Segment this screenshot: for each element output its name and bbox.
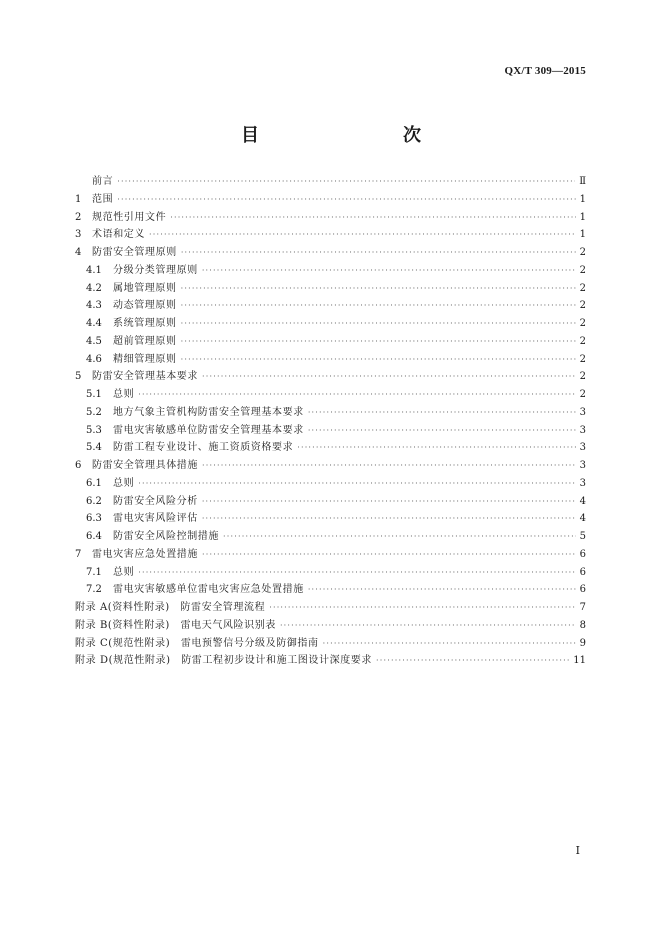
dot-leader [181, 280, 576, 298]
toc-title: 目 次 [241, 125, 457, 146]
toc-entry-page: 3 [579, 442, 586, 454]
toc-entry[interactable] [75, 564, 586, 582]
toc-entry[interactable] [75, 546, 586, 564]
toc-entry-title: 雷电灾害风险评估 [113, 513, 198, 525]
toc-entry[interactable] [75, 209, 586, 227]
toc-entry-number: 6.2 [86, 495, 102, 507]
dot-leader [280, 617, 576, 635]
toc-entry-page: 7 [579, 602, 586, 613]
toc-entry-page: 2 [579, 264, 586, 276]
toc-entry-number: 1 [75, 193, 82, 205]
toc-entry-title: 附录 A(资料性附录) 防雷安全管理流程 [75, 602, 266, 613]
toc-entry-title: 防雷安全管理原则 [92, 247, 177, 258]
toc-entry[interactable] [75, 528, 586, 546]
toc-entry-number: 4.5 [86, 335, 102, 347]
toc-entry-number: 5.1 [86, 389, 102, 400]
toc-entry-number: 4.2 [86, 282, 102, 294]
toc-entry[interactable] [75, 262, 586, 280]
toc-entry[interactable] [75, 226, 586, 244]
dot-leader [202, 546, 576, 564]
toc-entry-page: 2 [579, 247, 586, 258]
dot-leader [202, 262, 576, 280]
toc-entry[interactable] [75, 191, 586, 209]
toc-entry-page: 11 [573, 655, 586, 667]
toc-entry[interactable] [75, 652, 586, 670]
toc-entry-page: 2 [579, 282, 586, 294]
toc-entry-page: 1 [579, 193, 586, 205]
toc-entry-page: 4 [579, 513, 586, 525]
dot-leader [308, 422, 576, 440]
toc-entry[interactable] [75, 404, 586, 422]
toc-entry-page: 4 [579, 495, 586, 507]
toc-entry[interactable] [75, 173, 586, 191]
toc-entry[interactable] [75, 386, 586, 404]
toc-entry-title: 附录 B(资料性附录) 雷电天气风险识别表 [75, 619, 276, 631]
toc-entry-title: 超前管理原则 [113, 335, 177, 347]
toc-entry-page: 1 [579, 229, 586, 241]
toc-entry[interactable] [75, 581, 586, 599]
dot-leader [202, 457, 576, 475]
toc-entry-title: 防雷安全风险控制措施 [113, 531, 219, 542]
dot-leader [223, 528, 576, 546]
toc-entry-title: 前言 [92, 176, 114, 187]
dot-leader [202, 510, 576, 528]
toc-entry-title: 范围 [92, 193, 114, 205]
toc-entry-page: Ⅱ [579, 176, 586, 187]
dot-leader [297, 439, 575, 457]
toc-entry-title: 附录 C(规范性附录) 雷电预警信号分级及防御指南 [75, 637, 319, 649]
toc-entry-number: 3 [75, 229, 82, 241]
toc-entry[interactable] [75, 422, 586, 440]
dot-leader [308, 581, 576, 599]
toc-entry-page: 2 [579, 318, 586, 329]
toc-entry[interactable] [75, 475, 586, 493]
toc-entry-page: 6 [579, 548, 586, 560]
dot-leader [181, 244, 576, 262]
toc-entry-page: 2 [579, 353, 586, 365]
dot-leader [202, 368, 576, 386]
toc-entry[interactable] [75, 457, 586, 475]
toc-entry-title: 雷电灾害敏感单位防雷安全管理基本要求 [113, 424, 304, 436]
toc-entry[interactable] [75, 510, 586, 528]
toc-entry-number: 6 [75, 460, 82, 471]
dot-leader [181, 333, 576, 351]
toc-entry-number: 7.2 [86, 584, 102, 596]
toc-entry[interactable] [75, 244, 586, 262]
dot-leader [117, 173, 575, 191]
toc-entry-page: 6 [579, 584, 586, 596]
toc-entry-page: 2 [579, 300, 586, 312]
toc-entry-page: 5 [579, 531, 586, 542]
toc-entry-number: 6.3 [86, 513, 102, 525]
standard-code: QX/T 309—2015 [504, 65, 586, 77]
table-of-contents [75, 173, 586, 670]
toc-entry-number: 6.4 [86, 531, 102, 542]
toc-entry-title: 附录 D(规范性附录) 防雷工程初步设计和施工图设计深度要求 [75, 655, 372, 667]
toc-entry-page: 2 [579, 371, 586, 383]
toc-entry-title: 系统管理原则 [113, 318, 177, 329]
toc-entry-page: 1 [579, 211, 586, 223]
toc-entry[interactable] [75, 617, 586, 635]
dot-leader [269, 599, 575, 617]
toc-entry[interactable] [75, 315, 586, 333]
toc-entry-title: 防雷安全管理具体措施 [92, 460, 198, 471]
toc-entry-number: 5.3 [86, 424, 102, 436]
dot-leader [323, 635, 576, 653]
toc-entry-page: 8 [579, 619, 586, 631]
toc-entry-title: 动态管理原则 [113, 300, 177, 312]
toc-entry-title: 地方气象主管机构防雷安全管理基本要求 [113, 406, 304, 418]
toc-entry-number: 4.3 [86, 300, 102, 312]
toc-entry-title: 规范性引用文件 [92, 211, 167, 223]
dot-leader [181, 297, 576, 315]
dot-leader [202, 493, 576, 511]
toc-entry-number: 5 [75, 371, 82, 383]
toc-entry-page: 2 [579, 389, 586, 400]
dot-leader [181, 351, 576, 369]
toc-entry-number: 2 [75, 211, 82, 223]
toc-entry-number: 7.1 [86, 566, 102, 578]
dot-leader [138, 386, 575, 404]
toc-entry-title: 防雷安全管理基本要求 [92, 371, 198, 383]
toc-entry-page: 3 [579, 406, 586, 418]
dot-leader [376, 652, 569, 670]
toc-entry-number: 4.6 [86, 353, 102, 365]
toc-entry[interactable] [75, 493, 586, 511]
toc-entry-number: 4 [75, 247, 82, 258]
toc-entry-title: 总则 [113, 477, 135, 489]
toc-entry-title: 雷电灾害敏感单位雷电灾害应急处置措施 [113, 584, 304, 596]
toc-entry-title: 总则 [113, 389, 135, 400]
toc-entry-page: 3 [579, 424, 586, 436]
toc-entry-page: 2 [579, 335, 586, 347]
toc-entry-title: 总则 [113, 566, 135, 578]
toc-entry-title: 防雷安全风险分析 [113, 495, 198, 507]
dot-leader [308, 404, 576, 422]
dot-leader [181, 315, 576, 333]
toc-entry-number: 4.1 [86, 264, 102, 276]
toc-entry[interactable] [75, 297, 586, 315]
dot-leader [138, 475, 575, 493]
dot-leader [149, 226, 576, 244]
toc-entry-number: 7 [75, 548, 82, 560]
page-number: I [575, 844, 580, 857]
toc-entry-number: 4.4 [86, 318, 102, 329]
toc-entry-page: 3 [579, 477, 586, 489]
toc-entry-title: 分级分类管理原则 [113, 264, 198, 276]
toc-entry[interactable] [75, 635, 586, 653]
toc-entry-page: 3 [579, 460, 586, 471]
toc-entry[interactable] [75, 599, 586, 617]
dot-leader [117, 191, 575, 209]
toc-entry-title: 术语和定义 [92, 229, 145, 241]
dot-leader [138, 564, 575, 582]
toc-entry-page: 9 [579, 637, 586, 649]
toc-entry-number: 6.1 [86, 477, 102, 489]
toc-entry-title: 防雷工程专业设计、施工资质资格要求 [113, 442, 294, 454]
toc-entry-number: 5.4 [86, 442, 102, 454]
toc-entry[interactable] [75, 368, 586, 386]
toc-entry[interactable] [75, 333, 586, 351]
toc-entry-title: 属地管理原则 [113, 282, 177, 294]
toc-entry-title: 雷电灾害应急处置措施 [92, 548, 198, 560]
toc-entry-number: 5.2 [86, 406, 102, 418]
toc-entry-title: 精细管理原则 [113, 353, 177, 365]
toc-entry[interactable] [75, 351, 586, 369]
toc-entry-page: 6 [579, 566, 586, 578]
toc-entry[interactable] [75, 439, 586, 457]
dot-leader [170, 209, 575, 227]
toc-entry[interactable] [75, 280, 586, 298]
